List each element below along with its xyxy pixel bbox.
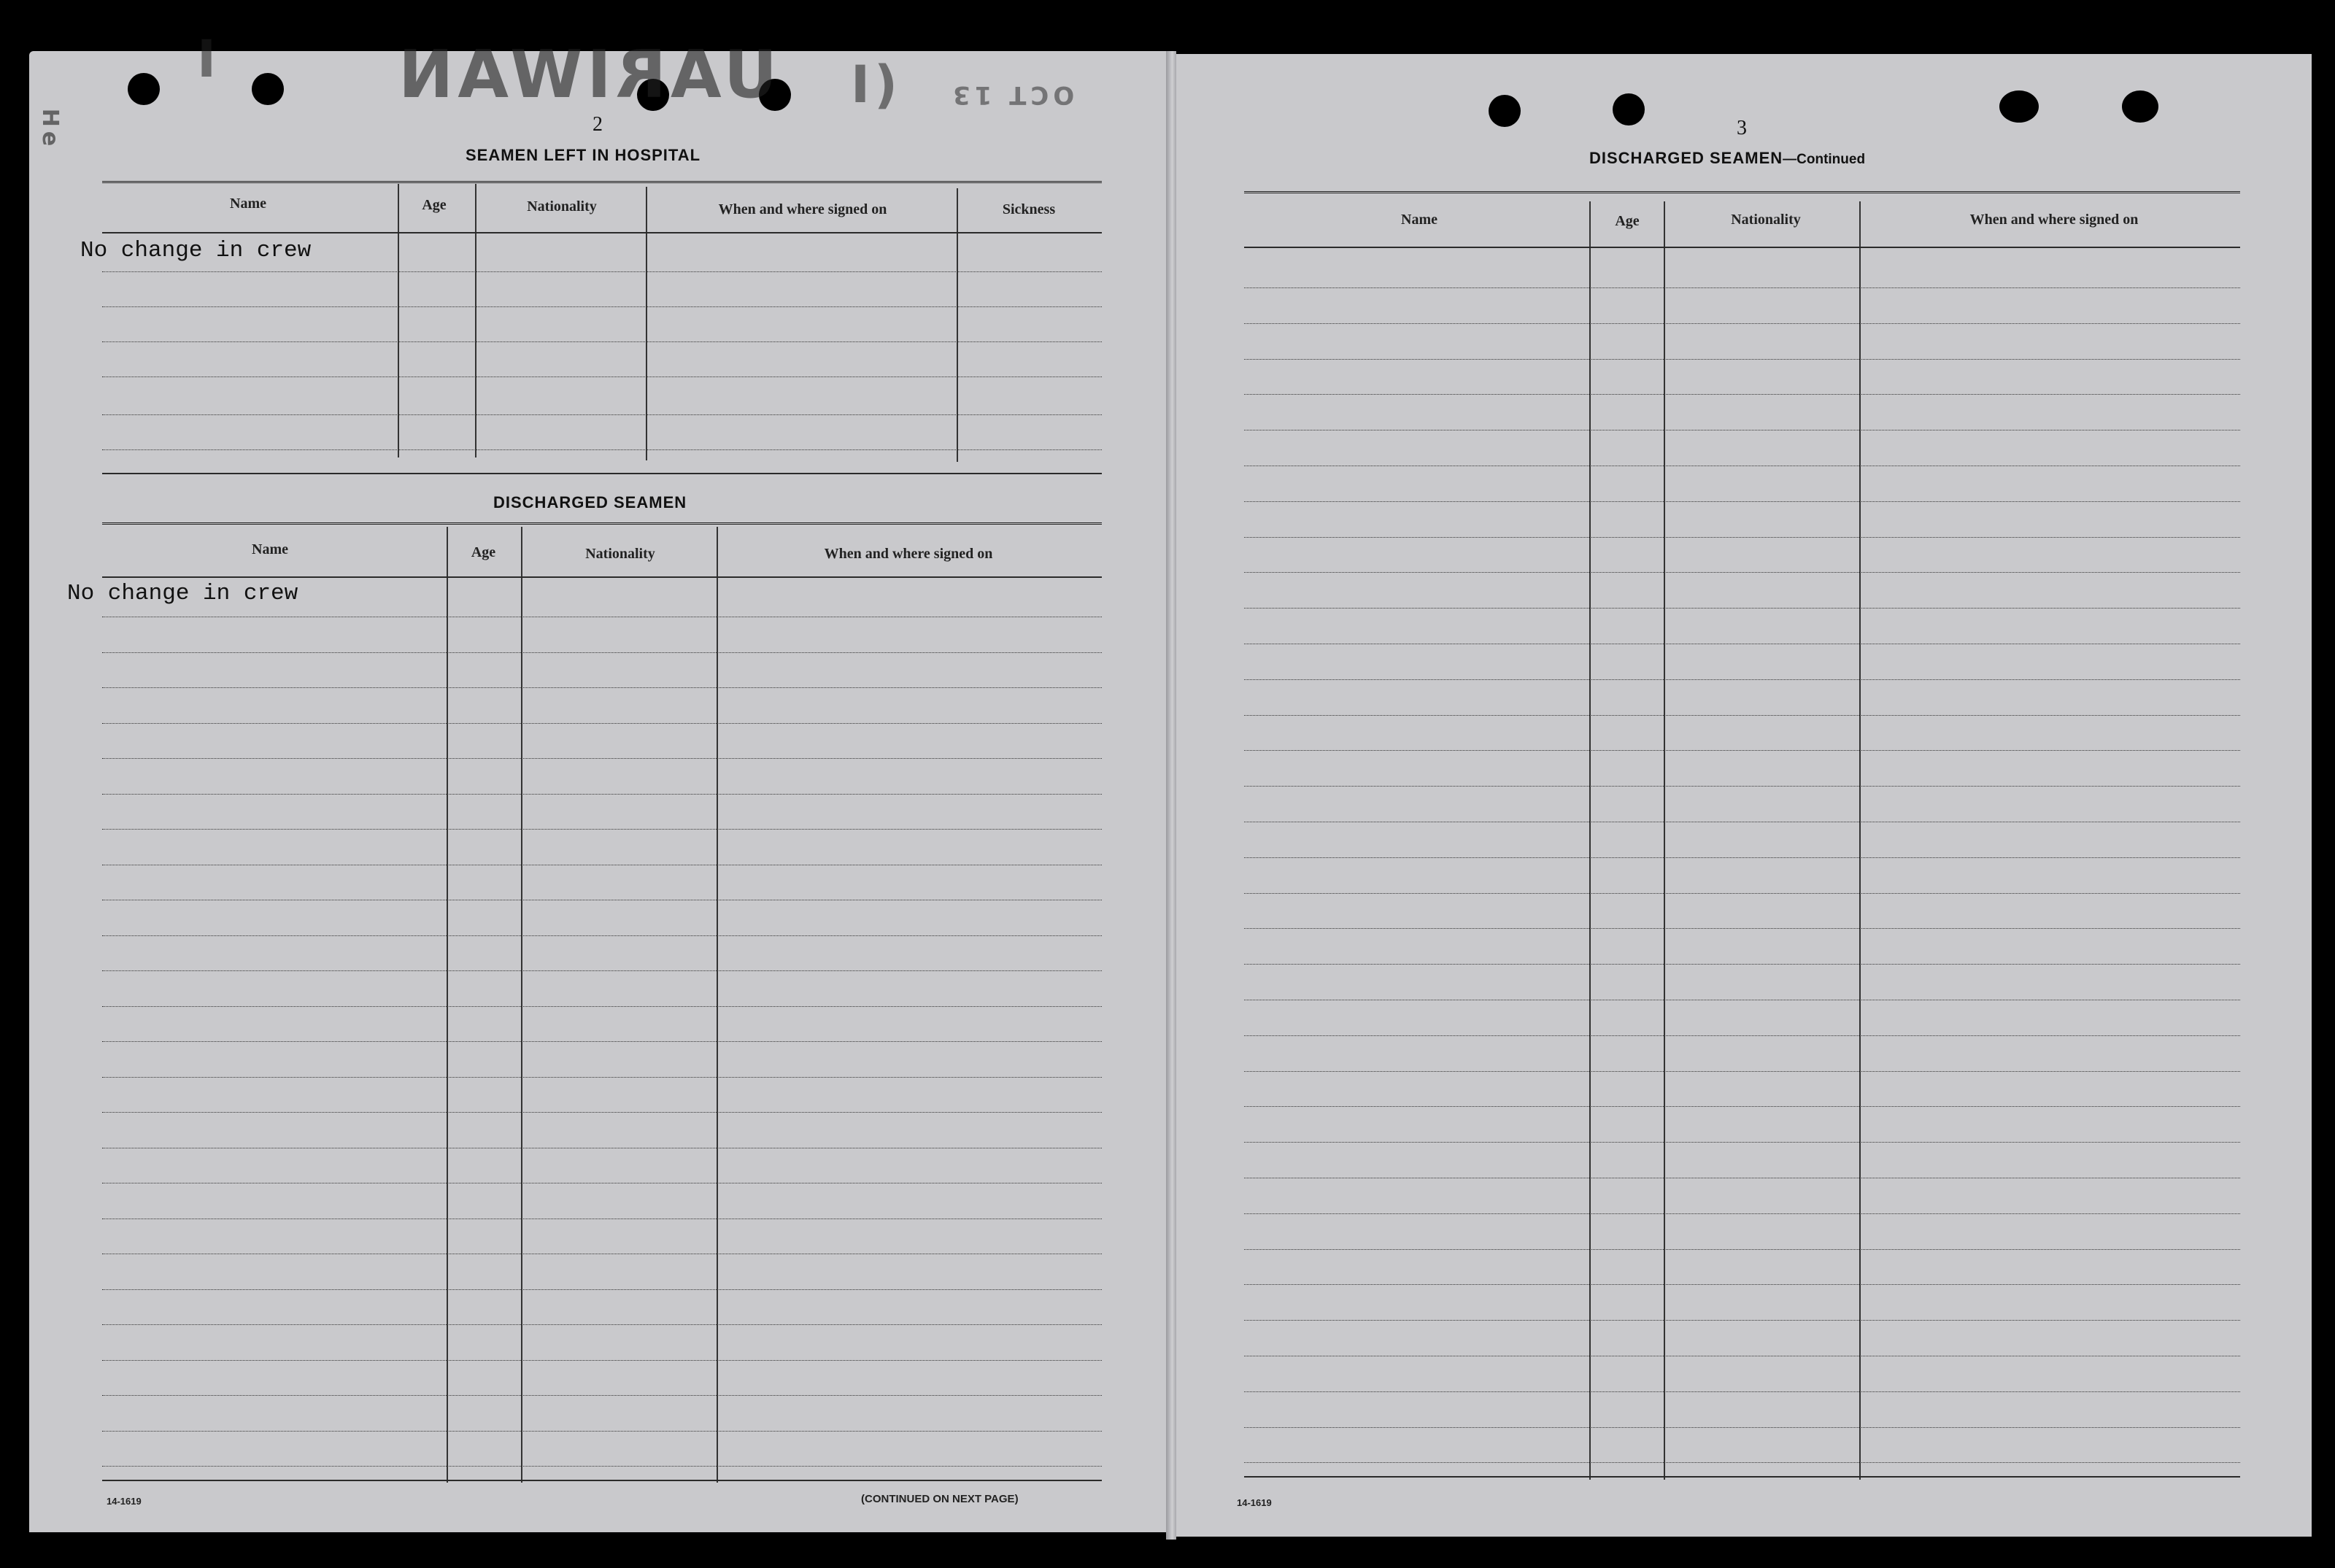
- ruled-line: [1244, 1035, 2240, 1036]
- title-suffix: —Continued: [1783, 152, 1866, 167]
- ruled-line: [1244, 1249, 2240, 1250]
- table-top-rule: [102, 522, 1102, 528]
- table-bottom-rule: [1244, 1476, 2240, 1478]
- ruled-line: [102, 376, 1102, 377]
- ruled-line: [1244, 893, 2240, 894]
- bleed-through-mark: (I: [846, 55, 898, 115]
- ruled-line: [1244, 323, 2240, 324]
- ruled-line: [1244, 715, 2240, 716]
- column-header-when-where: When and where signed on: [824, 546, 993, 562]
- column-header-name: Name: [252, 541, 288, 557]
- ruled-line: [1244, 1320, 2240, 1321]
- ruled-line: [1244, 572, 2240, 573]
- punch-hole: [1999, 90, 2039, 123]
- punch-hole: [1489, 95, 1521, 127]
- table-top-rule: [1244, 191, 2240, 196]
- bleed-through-mark: He: [37, 108, 63, 151]
- ruled-line: [102, 1324, 1102, 1325]
- ruled-line: [102, 970, 1102, 971]
- ruled-line: [1244, 679, 2240, 680]
- punch-hole: [1613, 93, 1645, 125]
- column-divider: [475, 184, 476, 457]
- column-header-age: Age: [471, 544, 496, 560]
- ruled-line: [1244, 1462, 2240, 1463]
- ruled-line: [102, 1431, 1102, 1432]
- discharged-entry: No change in crew: [67, 581, 298, 606]
- ruled-line: [102, 306, 1102, 307]
- punch-hole: [128, 73, 160, 105]
- ruled-line: [1244, 537, 2240, 538]
- ruled-line: [102, 935, 1102, 936]
- ruled-line: [1244, 1106, 2240, 1107]
- ruled-line: [102, 723, 1102, 724]
- column-divider: [398, 184, 399, 457]
- table-bottom-rule: [102, 473, 1102, 474]
- ruled-line: [102, 687, 1102, 688]
- continued-note: (CONTINUED ON NEXT PAGE): [861, 1493, 1019, 1505]
- section-title-discharged: DISCHARGED SEAMEN: [493, 493, 687, 511]
- form-number: 14-1619: [1237, 1497, 1272, 1508]
- ruled-line: [1244, 964, 2240, 965]
- ruled-line: [102, 271, 1102, 272]
- section-title-hospital: SEAMEN LEFT IN HOSPITAL: [466, 146, 701, 164]
- column-divider: [521, 527, 522, 1483]
- form-number: 14-1619: [107, 1496, 142, 1507]
- header-underline: [102, 576, 1102, 578]
- column-divider: [447, 527, 448, 1483]
- column-header-when-where: When and where signed on: [718, 201, 887, 217]
- bleed-through-mark: I: [197, 29, 221, 89]
- column-divider: [1664, 201, 1665, 1480]
- right-page: [1171, 54, 2312, 1537]
- ruled-line: [102, 1395, 1102, 1396]
- page-number: 2: [593, 113, 603, 136]
- column-divider: [717, 527, 718, 1483]
- ruled-line: [1244, 1213, 2240, 1214]
- bleed-through-mark: UARIWAN: [394, 36, 777, 113]
- ruled-line: [102, 1006, 1102, 1007]
- ruled-line: [102, 1077, 1102, 1078]
- column-header-name: Name: [1401, 212, 1437, 228]
- page-number: 3: [1737, 117, 1747, 139]
- column-header-age: Age: [1615, 213, 1640, 229]
- table-top-rule: [102, 181, 1102, 186]
- ruled-line: [102, 652, 1102, 653]
- ruled-line: [102, 794, 1102, 795]
- ruled-line: [102, 829, 1102, 830]
- column-divider: [1859, 201, 1861, 1480]
- ruled-line: [1244, 1427, 2240, 1428]
- ruled-line: [1244, 1071, 2240, 1072]
- ruled-line: [102, 1289, 1102, 1290]
- column-header-when-where: When and where signed on: [1969, 212, 2139, 228]
- ruled-line: [1244, 786, 2240, 787]
- section-title-discharged-continued: [1589, 149, 1865, 168]
- header-underline: [1244, 247, 2240, 248]
- column-divider: [957, 188, 958, 462]
- title-main: DISCHARGED SEAMEN: [1589, 149, 1783, 167]
- ruled-line: [102, 1041, 1102, 1042]
- hospital-entry: No change in crew: [80, 238, 312, 263]
- column-header-nationality: Nationality: [585, 546, 655, 562]
- center-fold: [1166, 51, 1176, 1540]
- ruled-line: [102, 414, 1102, 415]
- ruled-line: [102, 758, 1102, 759]
- ruled-line: [102, 341, 1102, 342]
- column-divider: [1589, 201, 1591, 1480]
- ruled-line: [102, 1112, 1102, 1113]
- column-header-nationality: Nationality: [527, 198, 597, 215]
- column-header-name: Name: [230, 196, 266, 212]
- punch-hole: [252, 73, 284, 105]
- punch-hole: [2122, 90, 2158, 123]
- column-header-age: Age: [422, 197, 447, 213]
- ruled-line: [102, 1360, 1102, 1361]
- ruled-line: [1244, 501, 2240, 502]
- ruled-line: [1244, 857, 2240, 858]
- ruled-line: [102, 1466, 1102, 1467]
- ruled-line: [1244, 359, 2240, 360]
- ruled-line: [1244, 750, 2240, 751]
- ruled-line: [1244, 287, 2240, 288]
- column-divider: [646, 187, 647, 460]
- table-bottom-rule: [102, 1480, 1102, 1481]
- ruled-line: [1244, 608, 2240, 609]
- ruled-line: [1244, 1142, 2240, 1143]
- ruled-line: [1244, 1391, 2240, 1392]
- ruled-line: [1244, 928, 2240, 929]
- header-underline: [102, 232, 1102, 233]
- ruled-line: [102, 449, 1102, 450]
- left-page: [29, 51, 1171, 1532]
- ruled-line: [1244, 1284, 2240, 1285]
- bleed-through-mark: OCT 13: [949, 80, 1075, 109]
- ruled-line: [1244, 394, 2240, 395]
- column-header-nationality: Nationality: [1731, 212, 1801, 228]
- column-header-sickness: Sickness: [1002, 201, 1056, 217]
